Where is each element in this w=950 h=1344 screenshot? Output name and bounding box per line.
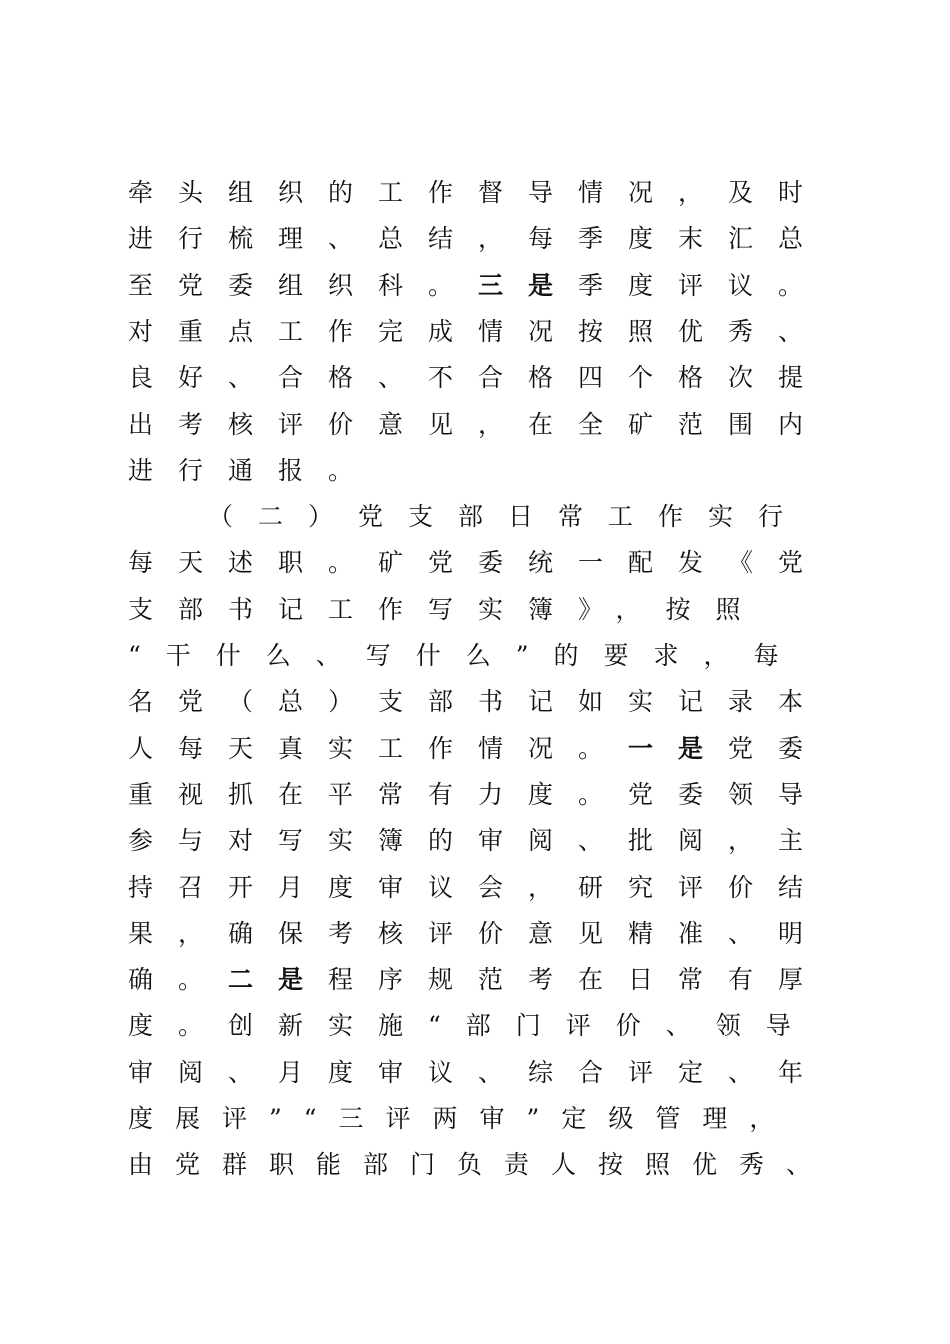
text-line bbox=[128, 170, 828, 216]
text-line bbox=[128, 865, 828, 911]
text-segment: 参与对写实簿的审阅、批阅，主 bbox=[128, 826, 829, 856]
text-line bbox=[128, 726, 828, 772]
text-line bbox=[128, 402, 828, 448]
text-line bbox=[128, 263, 828, 309]
text-line bbox=[208, 494, 808, 540]
text-line bbox=[128, 216, 828, 262]
text-segment: 每天述职。矿党委统一配发《党 bbox=[128, 548, 829, 578]
text-line bbox=[128, 679, 828, 725]
text-line bbox=[128, 633, 804, 679]
text-segment: （二）党支部日常工作实行 bbox=[208, 502, 809, 532]
text-line bbox=[128, 1050, 828, 1096]
text-line bbox=[128, 309, 828, 355]
text-segment: 进行通报。 bbox=[128, 455, 379, 485]
text-segment: 对重点工作完成情况按照优秀、 bbox=[128, 316, 829, 346]
text-segment: 党委 bbox=[728, 733, 829, 763]
text-line bbox=[128, 1003, 816, 1049]
text-segment: “干什么、写什么”的要求，每 bbox=[128, 641, 804, 670]
text-segment: 度展评”“三评两审”定级管理， bbox=[128, 1104, 797, 1133]
text-segment: 名党（总）支部书记如实记录本 bbox=[128, 687, 829, 717]
text-line bbox=[128, 540, 828, 586]
text-line bbox=[128, 1096, 796, 1142]
bold-text-segment: 三是 bbox=[478, 270, 579, 300]
text-segment: 良好、合格、不合格四个格次提 bbox=[128, 363, 829, 393]
bold-text-segment: 一是 bbox=[628, 733, 729, 763]
text-segment: 出考核评价意见，在全矿范围内 bbox=[128, 409, 829, 439]
text-line bbox=[128, 1142, 833, 1188]
text-segment: 人每天真实工作情况。 bbox=[128, 733, 629, 763]
text-segment: 度。创新实施“部门评价、领导 bbox=[128, 1011, 816, 1041]
bold-text-segment: 二是 bbox=[228, 965, 329, 995]
text-line bbox=[128, 957, 828, 1003]
text-segment: 审阅、月度审议、综合评定、年 bbox=[128, 1057, 829, 1087]
text-segment: 季度评议。 bbox=[578, 270, 829, 300]
text-segment: 牵头组织的工作督导情况，及时 bbox=[128, 178, 829, 207]
text-segment: 确。 bbox=[128, 965, 229, 995]
text-segment: 支部书记工作写实簿》，按照 bbox=[128, 594, 766, 624]
text-line bbox=[128, 587, 766, 633]
text-segment: 程序规范考在日常有厚 bbox=[328, 965, 829, 995]
text-segment: 由党群职能部门负责人按照优秀、 bbox=[128, 1150, 834, 1180]
text-segment: 重视抓在平常有力度。党委领导 bbox=[128, 779, 829, 809]
text-segment: 果，确保考核评价意见精准、明 bbox=[128, 918, 829, 948]
text-segment: 进行梳理、总结，每季度末汇总 bbox=[128, 224, 829, 254]
text-line bbox=[128, 355, 828, 401]
text-segment: 至党委组织科。 bbox=[128, 270, 479, 300]
text-line bbox=[128, 911, 828, 957]
text-segment: 持召开月度审议会，研究评价结 bbox=[128, 872, 829, 902]
text-line bbox=[128, 448, 378, 494]
text-line bbox=[128, 772, 828, 818]
text-line bbox=[128, 818, 828, 864]
